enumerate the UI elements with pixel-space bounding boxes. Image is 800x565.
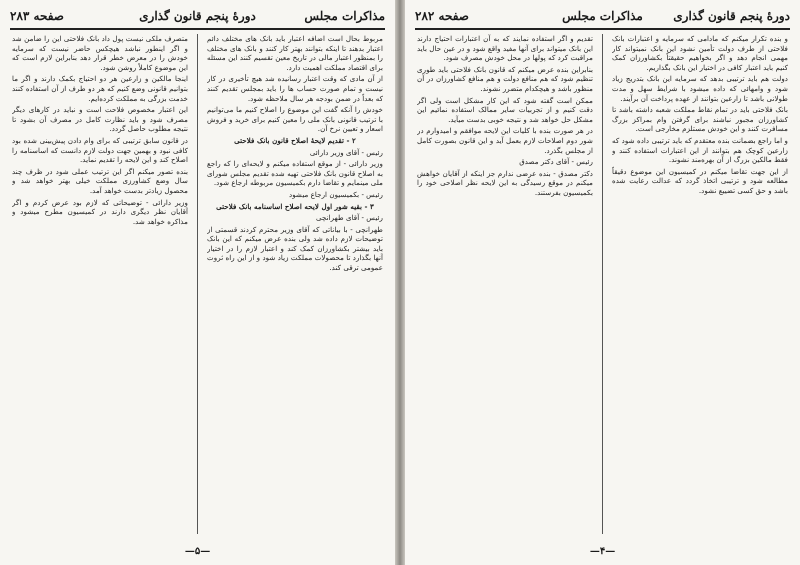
paragraph: تقدیم و اگر استفاده نمایند که به آن اعتبارات احتیاج دارند این بانک میتواند برای آنها مفید واقع شود و در عین حال باید مراقبت کرد که پولها در محل خودش مصرف شود.: [417, 34, 593, 63]
left-page-column-right: [207, 34, 383, 534]
right-page-header: [415, 8, 790, 30]
column-divider: [602, 34, 603, 534]
right-page-footer: —۴—: [589, 546, 616, 557]
paragraph: ممکن است گفته شود که این کار مشکل است ولی اگر دقت کنیم و از تجربیات سایر ممالک استفاده نمائیم این مشکل حل خواهد شد و نتیجه خوبی بدست میآید.: [417, 95, 593, 124]
header-title: مذاکرات مجلس: [562, 9, 643, 23]
paragraph: و اما راجع بضمانت بنده معتقدم که باید ترتیبی داده شود که زارعین کوچک هم بتوانند از این اعتبارات استفاده کنند و فقط مالکین بزرگ از آن بهره‌مند نشوند.: [612, 135, 788, 165]
left-page-footer: —۵—: [184, 546, 211, 557]
header-session: دورهٔ پنجم قانون گذاری: [673, 9, 790, 23]
paragraph: طهرانچی - با بیاناتی که آقای وزیر محترم کردند قسمتی از توضیحات لازم داده شد ولی بنده عرض میکنم که این بانک باید بیشتر بکشاورزان کمک کند و اعتبار لازم را در اختیار آنها بگذارد تا محصولات مملکت زیاد شود و از این راه ثروت عمومی ترقی کند.: [207, 224, 383, 273]
right-page-column-left: [417, 34, 593, 534]
paragraph: و بنده تکرار میکنم که مادامی که سرمایه و اعتبارات بانک فلاحتی از طرف دولت تأمین نشود این بانک نمیتواند کار مهمی انجام دهد و اگر بخواهیم حقیقتاً بکشاورزان کمک کنیم باید اعتبار کافی در اختیار این بانک بگذاریم.: [612, 34, 788, 72]
header-page-number: صفحه ۲۸۲: [415, 9, 469, 23]
right-page-column-right: [612, 34, 788, 534]
paragraph: دولت هم باید ترتیبی بدهد که سرمایه این بانک بتدریج زیاد شود و وامهائی که داده میشود با شرایط سهل و مدت طولانی باشد تا زارعین بتوانند از عهده پرداخت آن برآیند.: [612, 74, 788, 103]
speaker-line: رئیس - آقای وزیر دارائی: [309, 147, 383, 157]
paragraph: در هر صورت بنده با کلیات این لایحه موافقم و امیدوارم در شور دوم اصلاحات لازم بعمل آید و این قانون بصورت کامل از مجلس بگذرد.: [417, 126, 593, 155]
paragraph: متصرف ملکی نیست پول داد بانک فلاحتی این را ضامن شد و اگر اینطور نباشد هیچکس حاضر نیست که سرمایه خودش را در معرض خطر قرار دهد بنابراین لازم است که این موضوع کاملاً روشن شود.: [12, 34, 188, 72]
right-page: [405, 0, 800, 565]
header-title: مذاکرات مجلس: [304, 9, 385, 23]
paragraph: خودش را آنکه گفت این موضوع را اصلاح کنیم ما می‌توانیم با ترتیب قانونی بانک ملی را معین کنیم برای خرید و فروش اسعار و تعیین نرخ آن.: [207, 105, 383, 134]
paragraph: دکتر مصدق - بنده عرضی ندارم جز اینکه از آقایان خواهش میکنم در موقع رسیدگی به این لایحه نظر اصلاحی خود را بکمیسیون بفرستند.: [417, 168, 593, 197]
paragraph: مربوط بحال است اضافه اعتبار باید بانک های مختلف دائم اعتبار بدهند تا اینکه بتوانند بهتر کار کنند و بانک های مختلف را بمنظور اعتبار مالی در تاریخ معین تقسیم کنند این مسئله برای اقتصاد مملکت اهمیت دارد.: [207, 34, 383, 72]
paragraph: اینجا مالکین و زارعین هر دو احتیاج بکمک دارند و اگر ما بتوانیم قانونی وضع کنیم که هر دو طرف از آن استفاده کنند خدمت بزرگی به مملکت کرده‌ایم.: [12, 74, 188, 103]
paragraph: بانک فلاحتی باید در تمام نقاط مملکت شعبه داشته باشد تا کشاورزان مجبور نباشند برای گرفتن وام بمراکز بزرگ مسافرت کنند و این خودش مستلزم مخارجی است.: [612, 105, 788, 134]
header-session: دورهٔ پنجم قانون گذاری: [139, 9, 256, 23]
speaker-line: رئیس - آقای دکتر مصدق: [519, 157, 593, 167]
paragraph: وزیر دارائی - توضیحاتی که لازم بود عرض کردم و اگر آقایان نظر دیگری دارند در کمیسیون مطرح میشود و مذاکره خواهد شد.: [12, 197, 188, 226]
section-heading: ۳ - بقیه شور اول لایحه اصلاح اساسنامه بانک فلاحتی: [216, 201, 374, 211]
book-gutter: [395, 0, 405, 565]
left-page-header: [10, 8, 385, 30]
column-divider: [197, 34, 198, 534]
left-page: [0, 0, 395, 565]
header-page-number: صفحه ۲۸۳: [10, 9, 64, 23]
paragraph: این اعتبار مخصوص فلاحت است و نباید در کارهای دیگر مصرف شود و باید نظارت کامل در مصرف آن بشود تا نتیجه مطلوب حاصل گردد.: [12, 105, 188, 134]
paragraph: بنده تصور میکنم اگر این ترتیب عملی شود در ظرف چند سال وضع کشاورزی مملکت خیلی بهتر خواهد شد و محصول زیادتر بدست خواهد آمد.: [12, 166, 188, 195]
left-page-column-left: [12, 34, 188, 534]
speaker-line: رئیس - بکمیسیون ارجاع میشود: [289, 189, 383, 199]
paragraph: بنابراین بنده عرض میکنم که قانون بانک فلاحتی باید طوری تنظیم شود که هم منافع دولت و هم منافع کشاورزان در آن منظور باشد و هیچکدام متضرر نشوند.: [417, 64, 593, 93]
section-heading: ۲ - تقدیم لایحهٔ اصلاح قانون بانک فلاحتی: [234, 135, 356, 145]
paragraph: از آن مادی که وقت اعتبار رسانیده شد هیچ تأخیری در کار نیست و تمام صورت حساب ها را باید بمجلس تقدیم کنند که بعداً در ضمن بودجه هر سال ملاحظه شود.: [207, 74, 383, 103]
paragraph: از این جهت تقاضا میکنم در کمیسیون این موضوع دقیقاً مطالعه شود و ترتیبی اتخاذ گردد که عدالت رعایت شده باشد و حق کسی تضییع نشود.: [612, 166, 788, 195]
paragraph: در قانون سابق ترتیبی که برای وام دادن پیش‌بینی شده بود کافی نبود و بهمین جهت دولت لازم دانست که اساسنامه را اصلاح کند و این لایحه را تقدیم نماید.: [12, 135, 188, 165]
speaker-line: رئیس - آقای طهرانچی: [316, 213, 383, 223]
paragraph: وزیر دارائی - از موقع استفاده میکنم و لایحه‌ای را که راجع به اصلاح قانون بانک فلاحتی تهیه شده تقدیم مجلس شورای ملی مینمایم و تقاضا دارم بکمیسیون مربوطه ارجاع شود.: [207, 159, 383, 188]
